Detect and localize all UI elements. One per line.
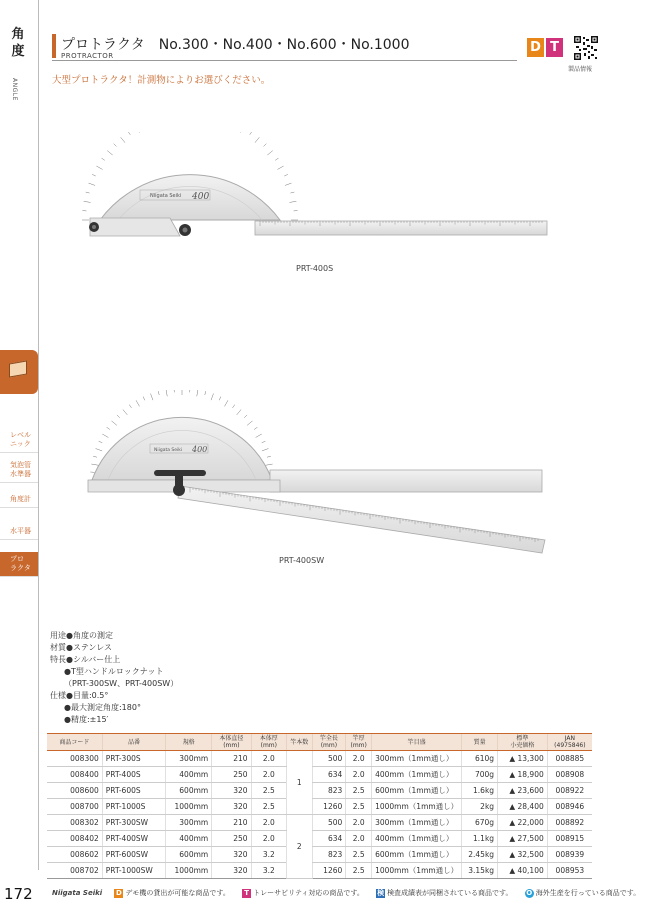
- dial-tick: [255, 137, 259, 142]
- dial-tick: [91, 464, 98, 465]
- table-cell: 600mm: [166, 783, 212, 799]
- table-cell: 008915: [547, 831, 592, 847]
- table-cell: 500: [312, 815, 346, 831]
- table-cell: 2.0: [251, 751, 286, 767]
- dial-tick: [266, 464, 273, 465]
- table-cell: 008953: [547, 863, 592, 879]
- dial-tick: [197, 390, 198, 396]
- table-cell: 670g: [462, 815, 498, 831]
- dial-tick: [129, 405, 131, 408]
- legend-demo: デモ機の貸出が可能な商品です。: [125, 889, 230, 897]
- table-cell: 400mm: [166, 767, 212, 783]
- table-cell: 008922: [547, 783, 592, 799]
- dial-tick: [96, 449, 103, 451]
- category-en-label: ANGLE: [11, 78, 18, 101]
- table-cell: 2.5: [346, 863, 372, 879]
- dial-tick: [277, 166, 283, 170]
- table-header-cell: 本体直径 (mm): [212, 734, 251, 751]
- table-header-cell: 標準 小売価格: [498, 734, 548, 751]
- spec-sub-2: ●精度:±15′: [64, 715, 109, 724]
- dial-tick: [102, 158, 105, 160]
- category-thumbnail[interactable]: [0, 350, 38, 394]
- table-cell: 250: [212, 767, 251, 783]
- legend-traceability: トレーサビリティ対応の商品です。: [253, 889, 364, 897]
- table-cell: 634: [312, 831, 346, 847]
- title-accent-bar: [52, 34, 56, 58]
- dial-tick: [256, 434, 262, 438]
- table-header-cell: 質量: [462, 734, 498, 751]
- table-cell: 320: [212, 847, 251, 863]
- table-cell: 2.5: [251, 783, 286, 799]
- dial-tick: [166, 390, 167, 396]
- spec-feature-sub-1: ●T型ハンドルロックナット: [64, 667, 164, 676]
- dial-tick: [114, 144, 117, 147]
- dial-tick: [123, 410, 127, 415]
- table-cell: 400mm（1mm通し）: [372, 831, 462, 847]
- table-header-cell: 竿本数: [287, 734, 313, 751]
- table-header-cell: 商品コード: [47, 734, 102, 751]
- table-cell: 1000mm: [166, 799, 212, 815]
- spec-sub-1: ●最大測定角度:180°: [64, 703, 141, 712]
- dial-tick: [211, 394, 213, 401]
- traceability-icon: T: [242, 889, 251, 898]
- table-cell: ▲ 28,400: [498, 799, 548, 815]
- table-cell: 2.5: [251, 799, 286, 815]
- table-header-cell: JAN (4975846): [547, 734, 592, 751]
- table-cell: 600mm: [166, 847, 212, 863]
- protractor-image-prt-400sw: [80, 390, 550, 560]
- table-cell: 2.5: [346, 783, 372, 799]
- table-row: [47, 783, 592, 799]
- dial-tick: [121, 137, 125, 142]
- demo-badge: D: [527, 38, 544, 57]
- table-cell: 2.5: [346, 847, 372, 863]
- dial-tick: [128, 132, 130, 135]
- sidebar-item-protractor[interactable]: プロ ラクタ: [0, 552, 38, 577]
- table-cell: 3.15kg: [462, 863, 498, 879]
- table-cell: ▲ 40,100: [498, 863, 548, 879]
- dial-tick: [93, 456, 97, 457]
- traceability-badge: T: [546, 38, 563, 57]
- table-cell: 2.0: [346, 751, 372, 767]
- brand-logo: Niigata Seiki: [52, 889, 103, 897]
- qr-label: 製品情報: [568, 66, 593, 73]
- legend-overseas: 海外生産を行っている商品です。: [535, 889, 641, 897]
- dial-tick: [143, 397, 145, 401]
- table-cell: 610g: [462, 751, 498, 767]
- dial-tick: [117, 415, 120, 418]
- qr-code-icon[interactable]: [574, 36, 598, 60]
- table-cell: PRT-1000SW: [102, 863, 166, 879]
- table-row: [47, 751, 592, 767]
- sidebar-divider: [38, 0, 39, 870]
- dial-tick: [290, 192, 294, 193]
- table-cell: 008702: [47, 863, 102, 879]
- table-cell: PRT-300S: [102, 751, 166, 767]
- table-cell: 008300: [47, 751, 102, 767]
- dial-tick: [99, 441, 103, 443]
- table-cell: 2.5: [346, 799, 372, 815]
- table-cell: 008885: [547, 751, 592, 767]
- sidebar: [0, 0, 38, 919]
- table-cell: 1000mm: [166, 863, 212, 879]
- table-cell: 2.45kg: [462, 847, 498, 863]
- dial-tick: [237, 410, 241, 415]
- table-cell: ▲ 32,500: [498, 847, 548, 863]
- dial-tick: [284, 174, 288, 176]
- dial-tick: [96, 166, 102, 170]
- table-row: [47, 815, 592, 831]
- table-cell: 2.0: [346, 831, 372, 847]
- demo-icon: D: [115, 888, 122, 897]
- table-cell: 1.6kg: [462, 783, 498, 799]
- table-cell: 600mm（1mm通し）: [372, 847, 462, 863]
- table-cell: 008892: [547, 815, 592, 831]
- dial-tick: [262, 449, 269, 451]
- dial-tick: [244, 415, 247, 418]
- table-cell: 1260: [312, 863, 346, 879]
- table-cell: 1.1kg: [462, 831, 498, 847]
- table-cell: 2.0: [251, 815, 286, 831]
- dial-model-label: 400: [192, 192, 210, 202]
- table-cell: 320: [212, 799, 251, 815]
- table-cell: 008302: [47, 815, 102, 831]
- protractor-image-prt-400s: [80, 132, 550, 247]
- table-cell: 1260: [312, 799, 346, 815]
- table-cell: 300mm: [166, 751, 212, 767]
- dial-tick: [86, 192, 90, 193]
- table-cell: PRT-600S: [102, 783, 166, 799]
- table-cell: 400mm: [166, 831, 212, 847]
- table-row: [47, 831, 592, 847]
- dial-tick: [102, 434, 108, 438]
- product-table: [47, 733, 592, 879]
- spec-list: [50, 630, 178, 726]
- table-cell: 2.0: [346, 767, 372, 783]
- page-subtitle: PROTRACTOR: [61, 52, 114, 60]
- table-header-cell: 品番: [102, 734, 166, 751]
- table-cell: 1000mm（1mm通し）: [372, 799, 462, 815]
- table-cell: 008600: [47, 783, 102, 799]
- dial-tick: [289, 201, 296, 202]
- table-cell: 008602: [47, 847, 102, 863]
- table-cell: 008939: [547, 847, 592, 863]
- dial-tick: [262, 441, 266, 443]
- table-cell: 2kg: [462, 799, 498, 815]
- page-number: 172: [4, 885, 33, 903]
- sidebar-item-level[interactable]: レベル ニック: [0, 428, 38, 453]
- table-cell-rod-count: 2: [287, 815, 313, 879]
- inspection-icon: 検: [377, 888, 385, 897]
- table-cell: 320: [212, 783, 251, 799]
- dial-tick: [136, 132, 140, 133]
- dial-tick: [107, 151, 112, 155]
- page-title: プロトラクタ No.300・No.400・No.600・No.1000: [61, 37, 410, 53]
- dial-tick: [264, 144, 267, 147]
- table-cell: ▲ 23,600: [498, 783, 548, 799]
- dial-tick: [267, 456, 271, 457]
- table-header-cell: 竿全長 (mm): [312, 734, 346, 751]
- spec-material: 材質●ステンレス: [50, 643, 112, 652]
- table-header-cell: 本体厚 (mm): [251, 734, 286, 751]
- level-block-icon: [9, 360, 27, 377]
- table-cell: 400mm（1mm通し）: [372, 767, 462, 783]
- dial-tick: [247, 421, 252, 425]
- tagline: 大型プロトラクタ！計測物によりお選びください。: [52, 75, 271, 86]
- legend-inspection: 検査成績表が同梱されている商品です。: [387, 889, 513, 897]
- table-cell: 008908: [547, 767, 592, 783]
- table-header-cell: 竿目盛: [372, 734, 462, 751]
- table-cell: 210: [212, 751, 251, 767]
- table-cell: 823: [312, 847, 346, 863]
- dial-model-label-2: 400: [192, 445, 208, 454]
- table-cell: PRT-1000S: [102, 799, 166, 815]
- table-cell: 210: [212, 815, 251, 831]
- sidebar-item-bubble-level[interactable]: 気泡管 水準器: [0, 458, 38, 483]
- table-cell: 300mm: [166, 815, 212, 831]
- table-cell: 008700: [47, 799, 102, 815]
- dial-tick: [275, 158, 278, 160]
- table-header-cell: 規格: [166, 734, 212, 751]
- table-cell: 700g: [462, 767, 498, 783]
- sidebar-item-spirit-level[interactable]: 水平器: [0, 524, 38, 540]
- table-cell: 1000mm（1mm通し）: [372, 863, 462, 879]
- table-cell: 250: [212, 831, 251, 847]
- table-cell: PRT-600SW: [102, 847, 166, 863]
- figure-caption-prt-400s: PRT-400S: [296, 264, 334, 273]
- table-cell: ▲ 22,000: [498, 815, 548, 831]
- dial-tick: [267, 151, 272, 155]
- table-cell: 2.0: [346, 815, 372, 831]
- dial-tick: [232, 405, 234, 408]
- dial-tick: [250, 132, 252, 135]
- table-cell: PRT-400SW: [102, 831, 166, 847]
- dial-tick: [225, 400, 229, 406]
- table-cell: 500: [312, 751, 346, 767]
- table-cell: 3.2: [251, 863, 286, 879]
- table-row: [47, 847, 592, 863]
- table-cell: 008400: [47, 767, 102, 783]
- table-cell: ▲ 27,500: [498, 831, 548, 847]
- table-cell-rod-count: 1: [287, 751, 313, 815]
- spec-feature-sub-2: （PRT-300SW、PRT-400SW）: [64, 679, 179, 688]
- dial-brand-label: Niigata Seiki: [150, 193, 182, 199]
- dial-brand-label-2: Niigata Seiki: [154, 448, 183, 453]
- dial-tick: [92, 174, 96, 176]
- figure-caption-prt-400sw: PRT-400SW: [279, 556, 325, 565]
- sidebar-item-angle-meter[interactable]: 角度計: [0, 492, 38, 508]
- table-cell: PRT-300SW: [102, 815, 166, 831]
- dial-tick: [89, 183, 96, 185]
- table-cell: 300mm（1mm通し）: [372, 751, 462, 767]
- dial-tick: [84, 201, 91, 202]
- table-row: [47, 863, 592, 879]
- table-cell: ▲ 18,900: [498, 767, 548, 783]
- table-cell: 2.0: [251, 831, 286, 847]
- table-cell: 3.2: [251, 847, 286, 863]
- table-cell: 320: [212, 863, 251, 879]
- table-cell: 634: [312, 767, 346, 783]
- table-cell: ▲ 13,300: [498, 751, 548, 767]
- dial-tick: [285, 183, 292, 185]
- table-cell: 2.0: [251, 767, 286, 783]
- table-row: [47, 767, 592, 783]
- table-header-cell: 竿厚 (mm): [346, 734, 372, 751]
- spec-title: 仕様●目量:0.5°: [50, 691, 109, 700]
- table-cell: 823: [312, 783, 346, 799]
- table-header-row: [47, 734, 592, 751]
- dial-tick: [254, 427, 257, 429]
- dial-tick: [241, 132, 245, 133]
- table-row: [47, 799, 592, 815]
- table-cell: 008402: [47, 831, 102, 847]
- dial-tick: [136, 400, 140, 406]
- dial-tick: [158, 391, 159, 395]
- dial-tick: [205, 391, 206, 395]
- overseas-icon: O: [526, 888, 533, 897]
- table-cell: 600mm（1mm通し）: [372, 783, 462, 799]
- dial-tick: [107, 427, 110, 429]
- footer-legend: [52, 888, 640, 898]
- title-rule: [52, 60, 517, 61]
- spec-usage: 用途●角度の測定: [50, 631, 113, 640]
- table-cell: PRT-400S: [102, 767, 166, 783]
- table-cell: 300mm（1mm通し）: [372, 815, 462, 831]
- dial-tick: [112, 421, 117, 425]
- category-title: 角 度: [11, 27, 25, 59]
- dial-tick: [151, 394, 153, 401]
- dial-tick: [219, 397, 221, 401]
- table-cell: 008946: [547, 799, 592, 815]
- spec-feature: 特長●シルバー仕上: [50, 655, 121, 664]
